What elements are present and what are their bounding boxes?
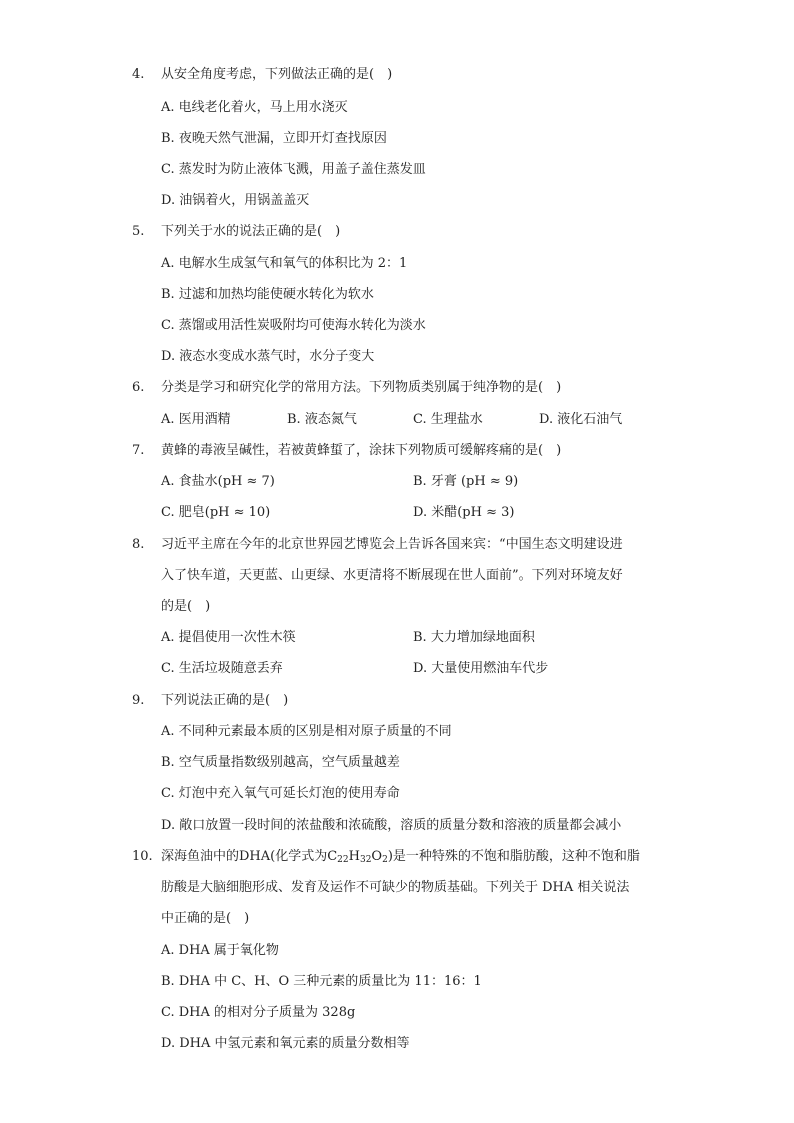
option-c: C. DHA 的相对分子质量为 328g (161, 1005, 356, 1020)
question-number: 6. (132, 380, 145, 395)
question-stem-line: 肪酸是大脑细胞形成、发育及运作不可缺少的物质基础。下列关于 DHA 相关说法 (161, 880, 630, 895)
option-d: D. 大量使用燃油车代步 (413, 661, 549, 676)
stem-text: O (371, 849, 383, 864)
option-d: D. 油锅着火，用锅盖盖灭 (161, 193, 310, 208)
stem-text: 深海鱼油中的DHA(化学式为C (161, 849, 338, 864)
question-number: 7. (132, 443, 145, 458)
option-c: C. 蒸馏或用活性炭吸附均可使海水转化为淡水 (161, 318, 426, 333)
question-stem: 黄蜂的毒液呈碱性，若被黄蜂蜇了，涂抹下列物质可缓解疼痛的是( ) (161, 443, 562, 458)
option-d: D. 敞口放置一段时间的浓盐酸和浓硫酸，溶质的质量分数和溶液的质量都会减小 (161, 818, 622, 833)
option-b: B. 液态氮气 (287, 412, 357, 427)
subscript: 22 (337, 855, 349, 865)
option-d: D. 米醋(pH ≈ 3) (413, 505, 515, 520)
question-stem-line (161, 848, 640, 869)
option-b: B. 过滤和加热均能使硬水转化为软水 (161, 287, 374, 302)
question-stem-line: 习近平主席在今年的北京世界园艺博览会上告诉各国来宾：“中国生态文明建设进 (161, 537, 623, 552)
subscript: 2 (382, 855, 388, 865)
question-stem-line: 中正确的是( ) (161, 911, 250, 926)
option-a: A. DHA 属于氧化物 (161, 943, 279, 958)
option-a: A. 医用酒精 (161, 412, 231, 427)
option-c: C. 蒸发时为防止液体飞溅，用盖子盖住蒸发皿 (161, 162, 426, 177)
option-a: A. 食盐水(pH ≈ 7) (161, 474, 275, 489)
option-b: B. DHA 中 C、H、O 三种元素的质量比为 11：16：1 (161, 974, 482, 989)
question-stem: 下列关于水的说法正确的是( ) (161, 224, 341, 239)
question-stem-line: 入了快车道，天更蓝、山更绿、水更清将不断展现在世人面前”。下列对环境友好 (161, 568, 623, 583)
option-a: A. 提倡使用一次性木筷 (161, 630, 296, 645)
option-b: B. 夜晚天然气泄漏，立即开灯查找原因 (161, 131, 387, 146)
option-c: C. 生活垃圾随意丢弃 (161, 661, 283, 676)
option-c: C. 灯泡中充入氧气可延长灯泡的使用寿命 (161, 786, 400, 801)
option-a: A. 不同种元素最本质的区别是相对原子质量的不同 (161, 724, 452, 739)
option-c: C. 生理盐水 (413, 412, 483, 427)
question-stem-line: 的是( ) (161, 599, 211, 614)
stem-text: )是一种特殊的不饱和脂肪酸，这种不饱和脂 (387, 849, 640, 864)
option-c: C. 肥皂(pH ≈ 10) (161, 505, 271, 520)
question-stem: 从安全角度考虑，下列做法正确的是( ) (161, 67, 393, 82)
option-d: D. 液化石油气 (539, 412, 623, 427)
option-a: A. 电线老化着火，马上用水浇灭 (161, 100, 348, 115)
option-b: B. 空气质量指数级别越高，空气质量越差 (161, 755, 400, 770)
subscript: 32 (359, 855, 372, 865)
option-d: D. 液态水变成水蒸气时，水分子变大 (161, 349, 375, 364)
option-b: B. 牙膏 (pH ≈ 9) (413, 474, 519, 489)
question-number: 9. (132, 693, 145, 708)
option-d: D. DHA 中氢元素和氧元素的质量分数相等 (161, 1036, 410, 1051)
question-number: 8. (132, 537, 145, 552)
question-stem: 分类是学习和研究化学的常用方法。下列物质类别属于纯净物的是( ) (161, 380, 562, 395)
question-number: 10. (132, 849, 153, 864)
question-number: 4. (132, 67, 145, 82)
option-b: B. 大力增加绿地面积 (413, 630, 535, 645)
stem-text: H (348, 849, 360, 864)
option-a: A. 电解水生成氢气和氧气的体积比为 2：1 (161, 256, 408, 271)
question-stem: 下列说法正确的是( ) (161, 693, 289, 708)
question-number: 5. (132, 224, 145, 239)
